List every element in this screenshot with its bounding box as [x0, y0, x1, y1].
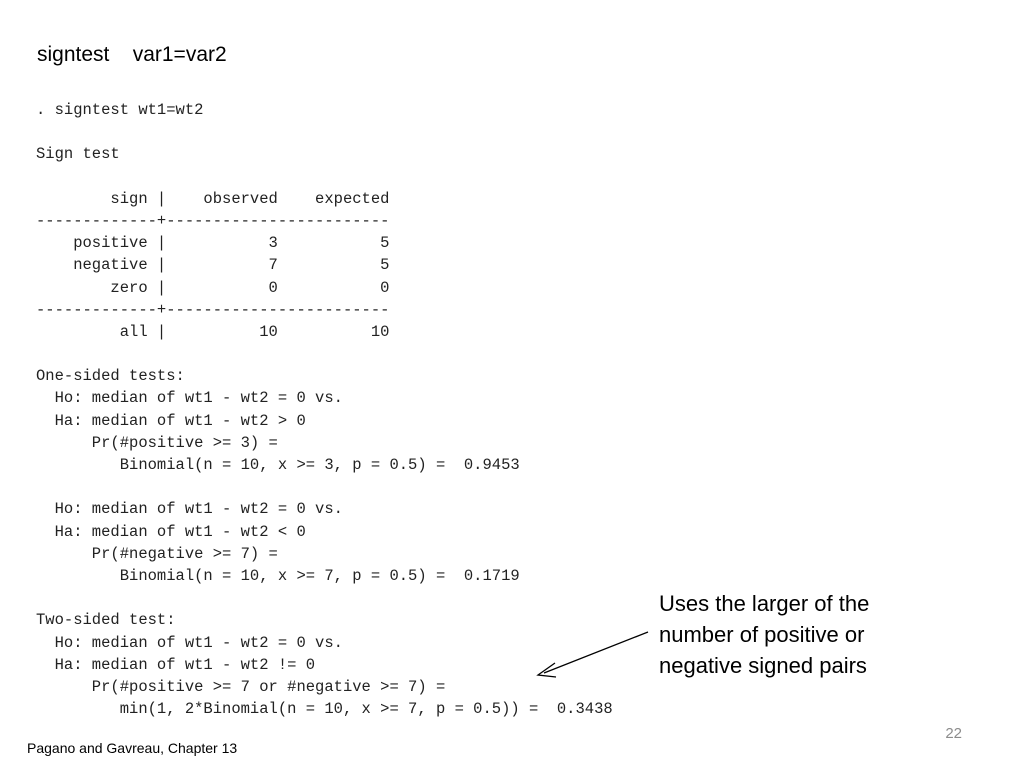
footer-citation: Pagano and Gavreau, Chapter 13 [27, 740, 238, 756]
table-header-line: sign | observed expected [36, 189, 390, 208]
table-divider-line: -------------+------------------------ [36, 211, 390, 230]
output-line: Ho: median of wt1 - wt2 = 0 vs. [36, 633, 343, 652]
output-line [36, 476, 613, 498]
table-row-zero: zero | 0 0 [36, 278, 390, 297]
annotation-line: number of positive or [659, 622, 865, 647]
output-line: Ha: median of wt1 - wt2 < 0 [36, 522, 306, 541]
output-line: Pr(#negative >= 7) = [36, 544, 278, 563]
table-row-all: all | 10 10 [36, 322, 390, 341]
output-line [36, 166, 613, 188]
table-row-positive: positive | 3 5 [36, 234, 390, 253]
annotation-line: Uses the larger of the [659, 591, 870, 616]
output-line: Pr(#positive >= 7 or #negative >= 7) = [36, 677, 446, 696]
slide-title: signtest var1=var2 [37, 43, 227, 66]
output-line: Ho: median of wt1 - wt2 = 0 vs. [36, 500, 343, 519]
output-line: Sign test [36, 145, 120, 164]
output-line: Ha: median of wt1 - wt2 > 0 [36, 411, 306, 430]
output-line: One-sided tests: [36, 367, 185, 386]
output-line [36, 587, 613, 609]
annotation-callout [659, 588, 869, 681]
table-row-negative: negative | 7 5 [36, 256, 390, 275]
output-line: Binomial(n = 10, x >= 3, p = 0.5) = 0.9453 [36, 456, 520, 474]
output-line: min(1, 2*Binomial(n = 10, x >= 7, p = 0.5)) = 0.3438 [36, 700, 613, 719]
output-line: Ha: median of wt1 - wt2 != 0 [36, 655, 316, 674]
output-line [36, 343, 613, 365]
stata-output [36, 99, 613, 720]
output-line: Pr(#positive >= 3) = [36, 433, 278, 452]
page-number: 22 [945, 725, 962, 742]
annotation-line: negative signed pairs [659, 653, 867, 678]
output-line: Two-sided test: [36, 611, 176, 630]
output-line [36, 121, 613, 143]
table-divider-line: -------------+------------------------ [36, 300, 390, 319]
output-line: . signtest wt1=wt2 [36, 101, 204, 119]
output-line: Binomial(n = 10, x >= 7, p = 0.5) = 0.1719 [36, 566, 520, 585]
output-line: Ho: median of wt1 - wt2 = 0 vs. [36, 389, 343, 408]
